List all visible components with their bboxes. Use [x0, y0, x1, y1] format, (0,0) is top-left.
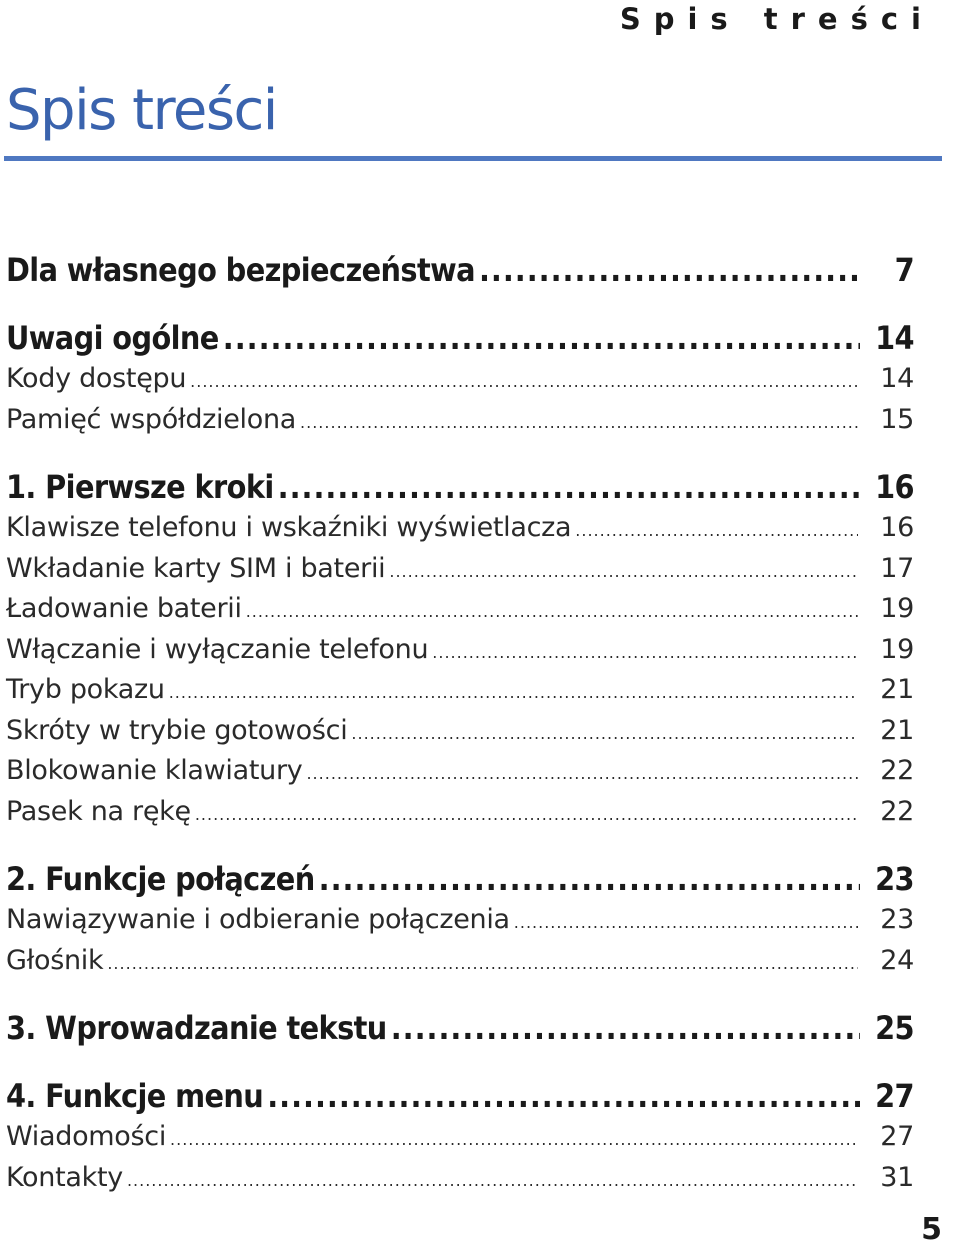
running-header: Spis treści — [619, 2, 934, 36]
toc-page: 21 — [880, 714, 914, 746]
dot-leader — [246, 589, 858, 633]
toc-entry-klawisze-telefonu[interactable] — [6, 508, 914, 549]
toc-label: 3. Wprowadzanie tekstu — [6, 1009, 387, 1047]
spacer — [6, 1049, 914, 1076]
toc-label: Włączanie i wyłączanie telefonu — [6, 633, 429, 665]
toc-label: 4. Funkcje menu — [6, 1077, 264, 1115]
toc-label: Pamięć współdzielona — [6, 403, 297, 435]
toc-page: 16 — [880, 512, 914, 543]
toc-page: 22 — [880, 755, 914, 786]
dot-leader — [351, 711, 858, 755]
dot-leader — [170, 1117, 858, 1161]
toc-entry-tryb-pokazu[interactable] — [6, 670, 914, 711]
toc-entry-pamiec-wspoldzielona[interactable] — [6, 400, 914, 441]
table-of-contents — [6, 250, 914, 1198]
toc-entry-wlaczanie-telefonu[interactable] — [6, 630, 914, 671]
toc-label: Nawiązywanie i odbieranie połączenia — [6, 904, 510, 935]
toc-label: Tryb pokazu — [6, 674, 165, 705]
dot-leader — [190, 359, 858, 403]
toc-label: Głośnik — [6, 944, 104, 976]
toc-label: Kontakty — [6, 1161, 123, 1193]
toc-page: 19 — [880, 593, 914, 624]
toc-page: 22 — [880, 795, 914, 827]
dot-leader — [300, 400, 858, 444]
toc-label: Klawisze telefonu i wskaźniki wyświetlacza — [6, 512, 572, 543]
dot-leader — [127, 1158, 858, 1202]
toc-entry-nawiazywanie-polaczenia[interactable] — [6, 900, 914, 941]
toc-entry-funkcje-menu[interactable] — [6, 1076, 914, 1117]
toc-entry-glosnik[interactable] — [6, 941, 914, 982]
toc-entry-kontakty[interactable] — [6, 1158, 914, 1199]
toc-label: Dla własnego bezpieczeństwa — [6, 251, 475, 289]
dot-leader — [389, 549, 858, 593]
toc-entry-pasek-na-reke[interactable] — [6, 792, 914, 833]
dot-leader — [479, 250, 860, 291]
toc-page: 23 — [880, 904, 914, 935]
toc-label: Wkładanie karty SIM i baterii — [6, 552, 386, 584]
toc-label: 2. Funkcje połączeń — [6, 860, 315, 898]
toc-page: 7 — [894, 251, 914, 289]
toc-label: Blokowanie klawiatury — [6, 755, 303, 786]
toc-entry-wprowadzanie-tekstu[interactable] — [6, 1008, 914, 1049]
toc-label: Skróty w trybie gotowości — [6, 714, 348, 746]
toc-entry-blokowanie-klawiatury[interactable] — [6, 751, 914, 792]
toc-page: 14 — [880, 363, 914, 394]
dot-leader — [391, 1008, 860, 1049]
toc-entry-ladowanie-baterii[interactable] — [6, 589, 914, 630]
toc-label: Ładowanie baterii — [6, 593, 242, 624]
toc-entry-pierwsze-kroki[interactable] — [6, 467, 914, 508]
toc-entry-dla-wlasnego-bezpieczenstwa[interactable] — [6, 250, 914, 291]
toc-label: 1. Pierwsze kroki — [6, 468, 274, 506]
dot-leader — [169, 670, 858, 714]
spacer — [6, 981, 914, 1008]
toc-page: 19 — [880, 633, 914, 665]
toc-page: 23 — [875, 860, 914, 898]
toc-label: Kody dostępu — [6, 363, 187, 394]
toc-page: 15 — [880, 403, 914, 435]
spacer — [6, 832, 914, 859]
toc-page: 25 — [875, 1009, 914, 1047]
toc-label: Uwagi ogólne — [6, 319, 219, 357]
dot-leader — [319, 859, 860, 900]
toc-page: 21 — [880, 674, 914, 705]
dot-leader — [195, 792, 858, 836]
dot-leader — [107, 941, 858, 985]
toc-page: 31 — [880, 1161, 914, 1193]
dot-leader — [514, 900, 858, 944]
toc-entry-wkladanie-karty-sim[interactable] — [6, 549, 914, 590]
toc-entry-wiadomosci[interactable] — [6, 1117, 914, 1158]
toc-page: 17 — [880, 552, 914, 584]
dot-leader — [575, 508, 858, 552]
dot-leader — [267, 1076, 860, 1117]
page-number: 5 — [921, 1212, 942, 1247]
toc-page: 27 — [875, 1077, 914, 1115]
toc-page: 14 — [875, 319, 914, 357]
dot-leader — [278, 467, 860, 508]
spacer — [6, 440, 914, 467]
toc-page: 24 — [880, 944, 914, 976]
toc-entry-uwagi-ogolne[interactable] — [6, 318, 914, 359]
toc-page: 16 — [875, 468, 914, 506]
toc-entry-funkcje-polaczen[interactable] — [6, 859, 914, 900]
title-rule — [4, 156, 942, 161]
dot-leader — [306, 751, 858, 795]
spacer — [6, 291, 914, 318]
toc-entry-skroty[interactable] — [6, 711, 914, 752]
page-title: Spis treści — [6, 78, 277, 143]
dot-leader — [432, 630, 858, 674]
toc-entry-kody-dostepu[interactable] — [6, 359, 914, 400]
toc-page: 27 — [880, 1121, 914, 1152]
toc-label: Wiadomości — [6, 1121, 167, 1152]
toc-label: Pasek na rękę — [6, 795, 191, 827]
dot-leader — [223, 318, 860, 359]
